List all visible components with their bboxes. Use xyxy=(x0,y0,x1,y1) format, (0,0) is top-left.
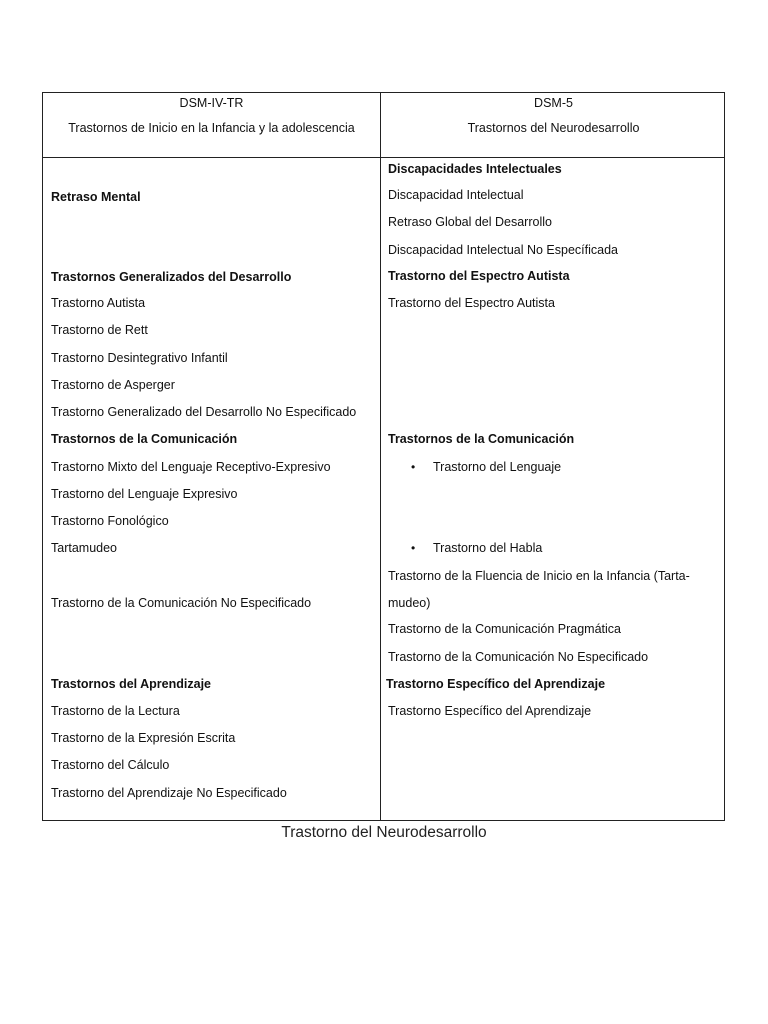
section-heading: Trastorno del Espectro Autista xyxy=(388,269,570,283)
section-heading: Retraso Mental xyxy=(51,190,141,204)
list-item: Trastorno del Cálculo xyxy=(51,758,170,772)
list-item: Discapacidad Intelectual No Específicada xyxy=(388,243,618,257)
header-title: DSM-IV-TR xyxy=(179,96,244,110)
section-heading: Trastornos Generalizados del Desarrollo xyxy=(51,270,292,284)
list-item: Trastorno Mixto del Lenguaje Receptivo-Expresivo xyxy=(51,460,331,474)
bullet-icon: • xyxy=(411,460,416,474)
list-item: Trastorno Generalizado del Desarrollo No Especificado xyxy=(51,405,357,419)
section-heading: Trastornos de la Comunicación xyxy=(388,432,575,446)
header-title: DSM-5 xyxy=(534,96,573,110)
list-item: Trastorno del Lenguaje Expresivo xyxy=(51,487,238,501)
section-heading: Trastornos del Aprendizaje xyxy=(51,677,211,691)
list-item: Retraso Global del Desarrollo xyxy=(388,215,552,229)
list-item-label: Trastorno del Lenguaje xyxy=(433,460,562,474)
header-subtitle: Trastornos del Neurodesarrollo xyxy=(467,121,640,135)
list-item: Trastorno del Aprendizaje No Especificado xyxy=(51,786,287,800)
list-item-continuation: mudeo) xyxy=(388,596,431,610)
list-item: Trastorno de la Expresión Escrita xyxy=(51,731,236,745)
list-item: Trastorno de la Comunicación No Especificado xyxy=(51,596,312,610)
header-divider xyxy=(43,157,724,158)
header-cell-dsm-iv-tr xyxy=(43,93,380,157)
list-item: Tartamudeo xyxy=(51,541,118,555)
section-heading: Discapacidades Intelectuales xyxy=(388,162,562,176)
column-divider xyxy=(380,93,381,820)
list-item: Trastorno Específico del Aprendizaje xyxy=(388,704,592,718)
list-item: Trastorno de la Comunicación Pragmática xyxy=(388,622,621,636)
list-item: Trastorno de Rett xyxy=(51,323,148,337)
header-cell-dsm-5 xyxy=(381,93,726,157)
list-item: Trastorno de la Fluencia de Inicio en la Infancia (Tarta- xyxy=(388,569,690,583)
list-item: Trastorno de la Lectura xyxy=(51,704,180,718)
list-item: Trastorno de la Comunicación No Especificado xyxy=(388,650,649,664)
figure-caption: Trastorno del Neurodesarrollo xyxy=(281,824,487,841)
section-heading: Trastornos de la Comunicación xyxy=(51,432,238,446)
section-heading: Trastorno Específico del Aprendizaje xyxy=(386,677,606,691)
bullet-icon: • xyxy=(411,541,416,555)
comparison-table xyxy=(42,92,725,821)
list-item: Trastorno Autista xyxy=(51,296,146,310)
list-item-label: Trastorno del Habla xyxy=(433,541,543,555)
list-item: Trastorno de Asperger xyxy=(51,378,175,392)
list-item: Trastorno Fonológico xyxy=(51,514,169,528)
header-subtitle: Trastornos de Inicio en la Infancia y la adolescencia xyxy=(68,121,355,135)
list-item: Trastorno Desintegrativo Infantil xyxy=(51,351,228,365)
list-item: Trastorno del Espectro Autista xyxy=(388,296,555,310)
list-item: Discapacidad Intelectual xyxy=(388,188,524,202)
